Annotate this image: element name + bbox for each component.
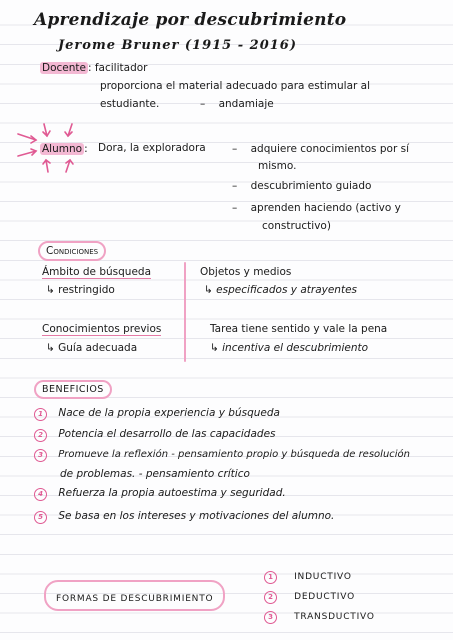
condicion-objetos: Objetos y medios: [200, 266, 292, 278]
docente-andamiaje: [200, 98, 274, 110]
number-badge: 3: [34, 449, 47, 462]
dash: –: [232, 202, 238, 214]
beneficio-item-5: [34, 510, 334, 524]
alumno-item-text: adquiere conocimientos por sí: [250, 143, 409, 155]
docente-line-2: estudiante.: [100, 98, 160, 110]
forma-item-3: [264, 604, 375, 624]
beneficio-item-3-cont: de problemas. - pensamiento crítico: [60, 468, 250, 480]
formas-heading: [44, 580, 225, 611]
page-subtitle: Jerome Bruner (1915 - 2016): [58, 38, 297, 53]
andamiaje-text: andamiaje: [218, 98, 274, 110]
condicion-ambito: [42, 266, 151, 278]
condicion-tarea-sub: ↳ incentiva el descubrimiento: [210, 342, 369, 354]
page-title: Aprendizaje por descubrimiento: [34, 10, 347, 30]
beneficio-text: Potencia el desarrollo de las capacidades: [58, 428, 276, 440]
alumno-item-4: [232, 202, 401, 214]
condicion-heading: Conocimientos previos: [42, 323, 162, 335]
alumno-item-2: mismo.: [258, 160, 297, 172]
alumno-label: Alumno: [42, 143, 83, 155]
number-badge: 5: [34, 511, 47, 524]
number-badge: 3: [264, 611, 277, 624]
condicion-conocimientos-sub: ↳ Guía adecuada: [46, 342, 138, 354]
dash: –: [232, 180, 238, 192]
alumno-item-text: aprenden haciendo (activo y: [250, 202, 401, 214]
beneficios-heading: BENEFICIOS: [34, 380, 112, 399]
condicion-objetos-sub: ↳ especificados y atrayentes: [204, 284, 357, 296]
beneficio-item-2: [34, 428, 276, 442]
beneficio-item-1: [34, 407, 280, 421]
dash: –: [200, 98, 206, 110]
formas-label: FORMAS DE DESCUBRIMIENTO: [56, 594, 214, 604]
condiciones-divider: [184, 262, 186, 362]
docente-role: : facilitador: [87, 62, 148, 74]
condicion-ambito-sub: ↳ restringido: [46, 284, 115, 296]
alumno-block: [40, 143, 88, 155]
beneficio-text: Promueve la reflexión - pensamiento propio y búsqueda de resolución: [58, 449, 411, 460]
beneficio-text: Se basa en los intereses y motivaciones del alumno.: [58, 510, 335, 522]
alumno-item-5: constructivo): [262, 220, 331, 232]
forma-text: TRANSDUCTIVO: [294, 612, 375, 622]
forma-item-1: [264, 564, 352, 584]
alumno-colon: :: [84, 143, 88, 155]
number-badge: 2: [264, 591, 277, 604]
number-badge: 1: [264, 571, 277, 584]
condiciones-heading: Condiciones: [38, 241, 106, 261]
beneficio-text: Nace de la propia experiencia y búsqueda: [58, 407, 280, 419]
number-badge: 1: [34, 408, 47, 421]
beneficio-item-4: [34, 487, 286, 501]
forma-text: INDUCTIVO: [294, 572, 352, 582]
number-badge: 4: [34, 488, 47, 501]
docente-line-1: proporciona el material adecuado para estimular al: [100, 80, 371, 92]
dash: –: [232, 143, 238, 155]
condicion-conocimientos: [42, 323, 161, 335]
docente-label: Docente: [42, 62, 86, 74]
docente-block: [40, 62, 147, 74]
alumno-item-text: descubrimiento guiado: [250, 180, 372, 192]
beneficio-text: Refuerza la propia autoestima y seguridad.: [58, 487, 286, 499]
condicion-heading: Ámbito de búsqueda: [42, 266, 152, 278]
alumno-name: Dora, la exploradora: [98, 142, 206, 154]
forma-text: DEDUCTIVO: [294, 592, 355, 602]
condicion-tarea: Tarea tiene sentido y vale la pena: [210, 323, 388, 335]
alumno-item-3: [232, 180, 371, 192]
beneficio-item-3: [34, 449, 410, 462]
number-badge: 2: [34, 429, 47, 442]
forma-item-2: [264, 584, 355, 604]
alumno-item-1: [232, 143, 409, 155]
